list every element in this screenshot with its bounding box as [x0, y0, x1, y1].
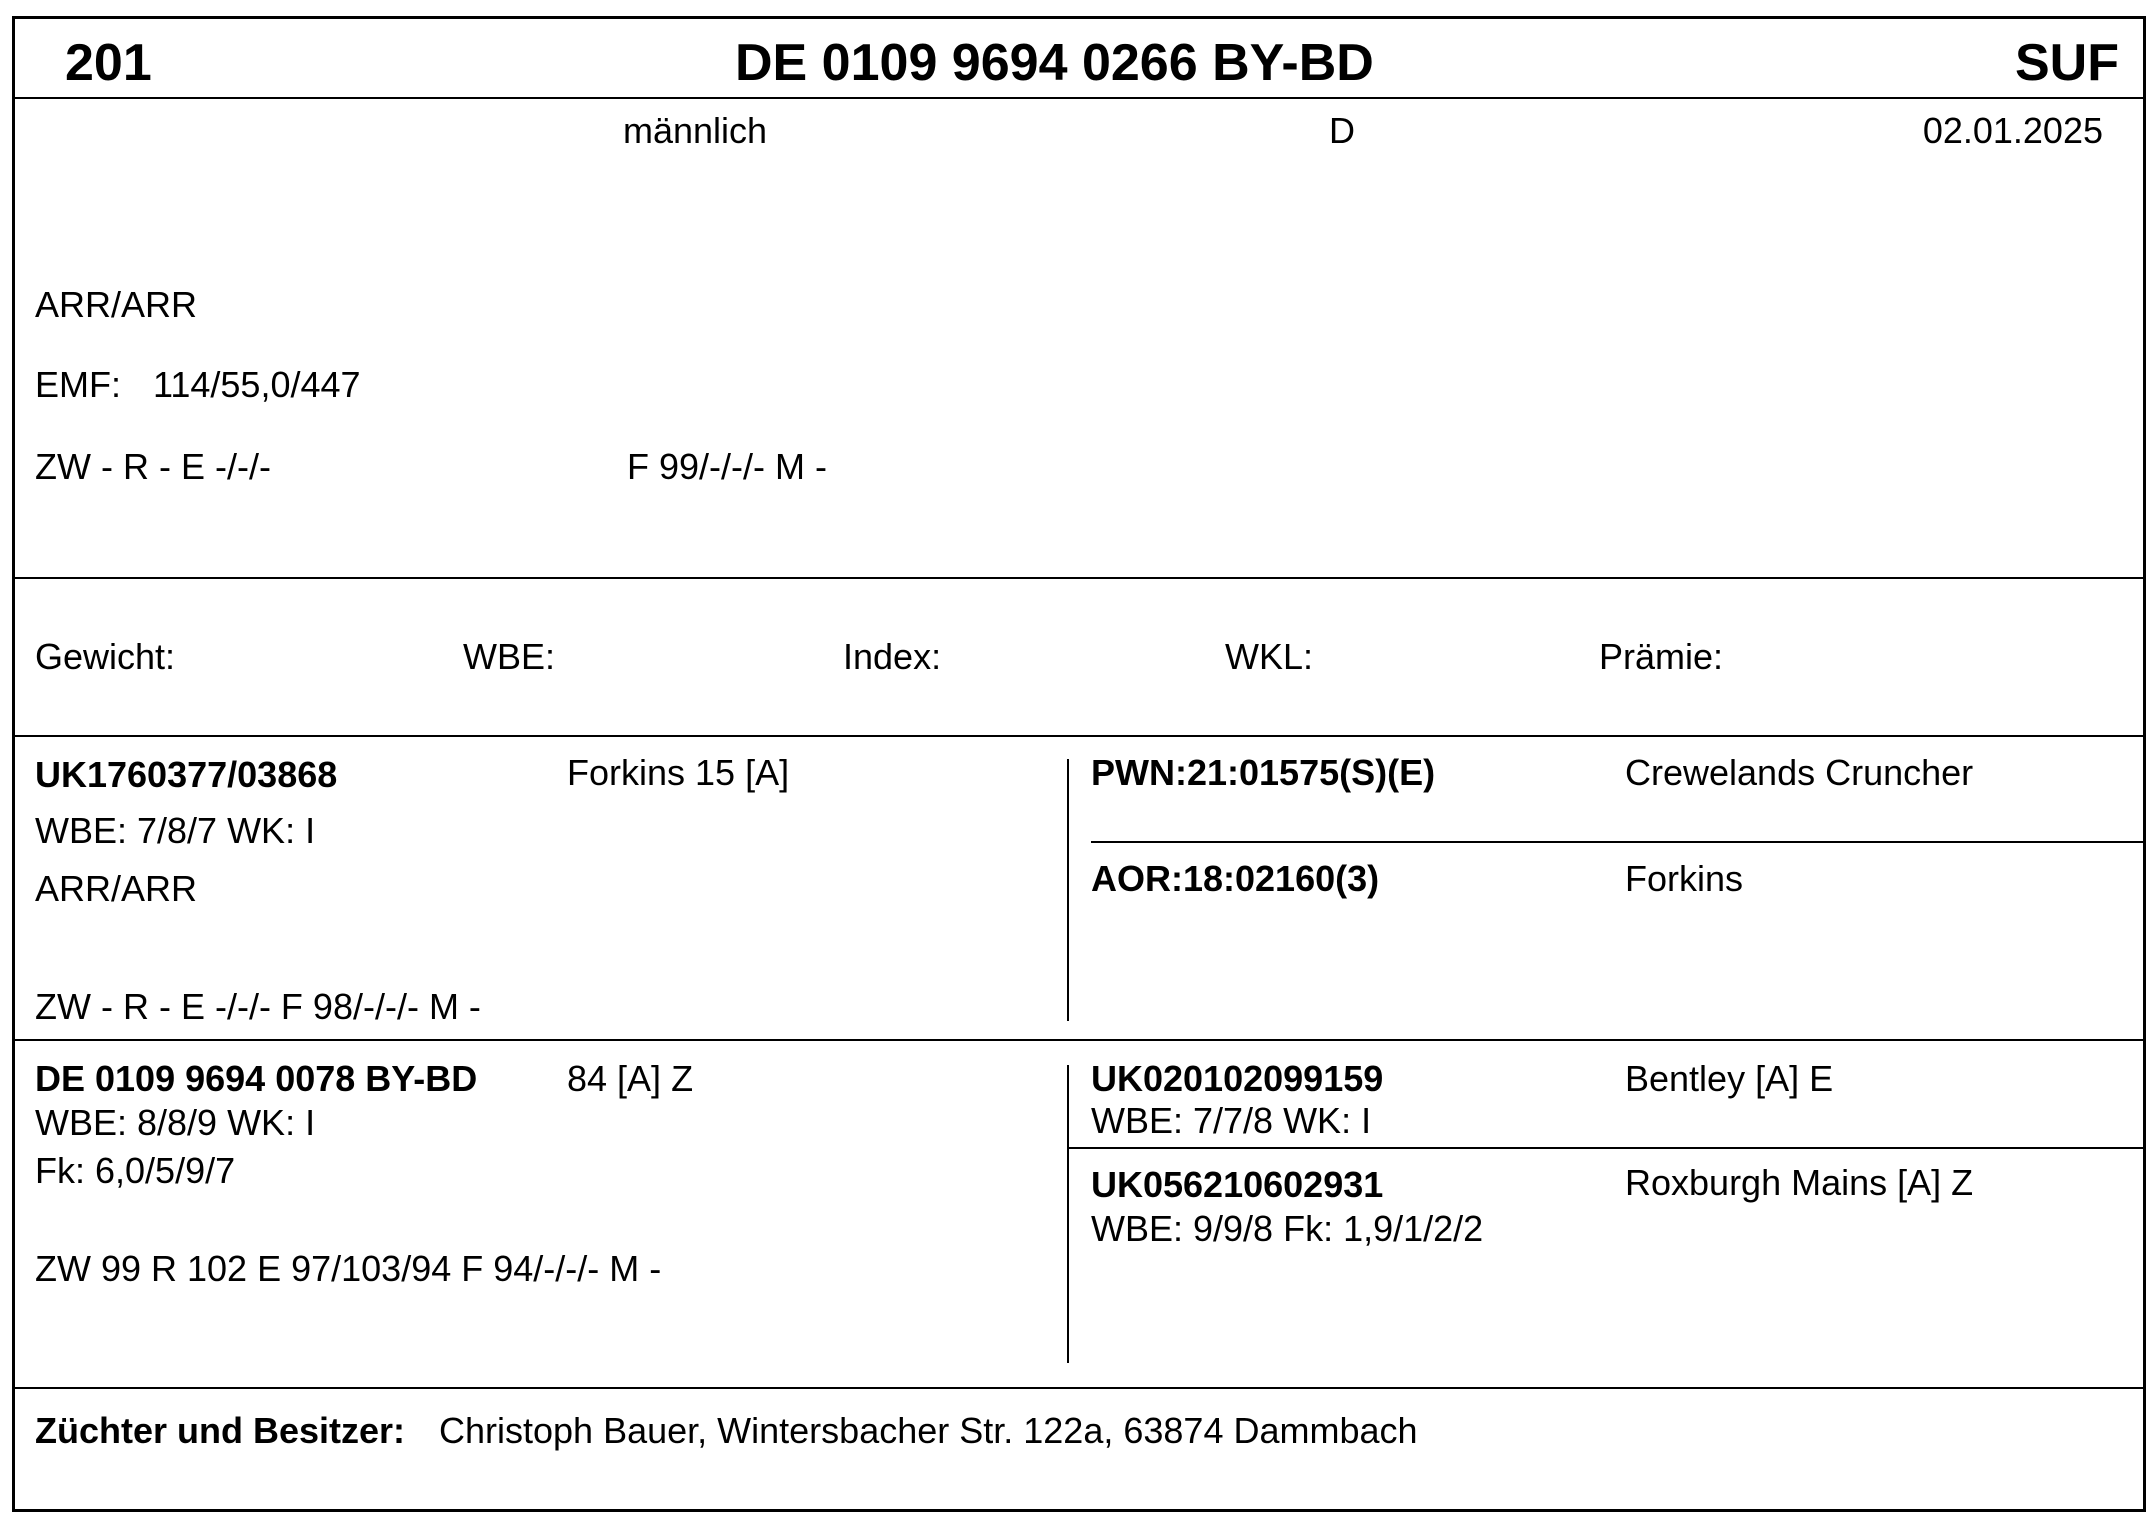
breeder-value: Christoph Bauer, Wintersbacher Str. 122a, 63874 Dammbach [439, 1410, 1418, 1451]
dam-name: 84 [A] Z [567, 1058, 694, 1099]
dam-dam-id: UK056210602931 [1091, 1164, 1384, 1205]
index-label: Index: [843, 636, 942, 677]
dam-sire-name: Bentley [A] E [1625, 1058, 1834, 1099]
sire-name: Forkins 15 [A] [567, 752, 790, 793]
wkl-label: WKL: [1225, 636, 1314, 677]
sire-dam-id: AOR:18:02160(3) [1091, 858, 1380, 899]
sire-dam-name: Forkins [1625, 858, 1744, 899]
zw-line: ZW - R - E -/-/- [35, 446, 271, 487]
dam-zw: ZW 99 R 102 E 97/103/94 F 94/-/-/- M - [35, 1248, 662, 1289]
animal-id: DE 0109 9694 0266 BY-BD [735, 34, 1374, 92]
dam-wbe: WBE: 8/8/9 WK: I [35, 1102, 316, 1143]
divider [1091, 841, 2143, 843]
dam-sire-wbe: WBE: 7/7/8 WK: I [1091, 1100, 1372, 1141]
sire-genotype: ARR/ARR [35, 868, 198, 909]
dam-id: DE 0109 9694 0078 BY-BD [35, 1058, 478, 1099]
sire-wbe: WBE: 7/8/7 WK: I [35, 810, 316, 851]
emf-value: 114/55,0/447 [153, 364, 361, 405]
genotype: ARR/ARR [35, 284, 198, 325]
dam-fk: Fk: 6,0/5/9/7 [35, 1150, 236, 1191]
emf-label: EMF: [35, 364, 121, 405]
breeder-label: Züchter und Besitzer: [35, 1410, 406, 1451]
divider [15, 1387, 2143, 1389]
praemie-label: Prämie: [1599, 636, 1724, 677]
dam-dam-name: Roxburgh Mains [A] Z [1625, 1162, 1974, 1203]
divider [1067, 759, 1069, 1021]
divider [1067, 1065, 1069, 1363]
country: D [1329, 110, 1355, 151]
divider [1067, 1147, 2143, 1149]
catalog-card [12, 16, 2146, 1512]
sire-zw: ZW - R - E -/-/- F 98/-/-/- M - [35, 986, 481, 1027]
dam-dam-wbe: WBE: 9/9/8 Fk: 1,9/1/2/2 [1091, 1208, 1484, 1249]
divider [15, 577, 2143, 579]
divider [15, 735, 2143, 737]
dam-sire-id: UK020102099159 [1091, 1058, 1384, 1099]
sire-sire-id: PWN:21:01575(S)(E) [1091, 752, 1436, 793]
sire-sire-name: Crewelands Cruncher [1625, 752, 1974, 793]
divider [15, 97, 2143, 99]
catalog-number: 201 [65, 34, 152, 92]
sex: männlich [623, 110, 768, 151]
birth-date: 02.01.2025 [1922, 110, 2103, 151]
wbe-label: WBE: [463, 636, 556, 677]
breed-code: SUF [2015, 34, 2119, 92]
divider [15, 1039, 2143, 1041]
f-line: F 99/-/-/- M - [627, 446, 827, 487]
sire-id: UK1760377/03868 [35, 754, 338, 795]
weight-label: Gewicht: [35, 636, 176, 677]
